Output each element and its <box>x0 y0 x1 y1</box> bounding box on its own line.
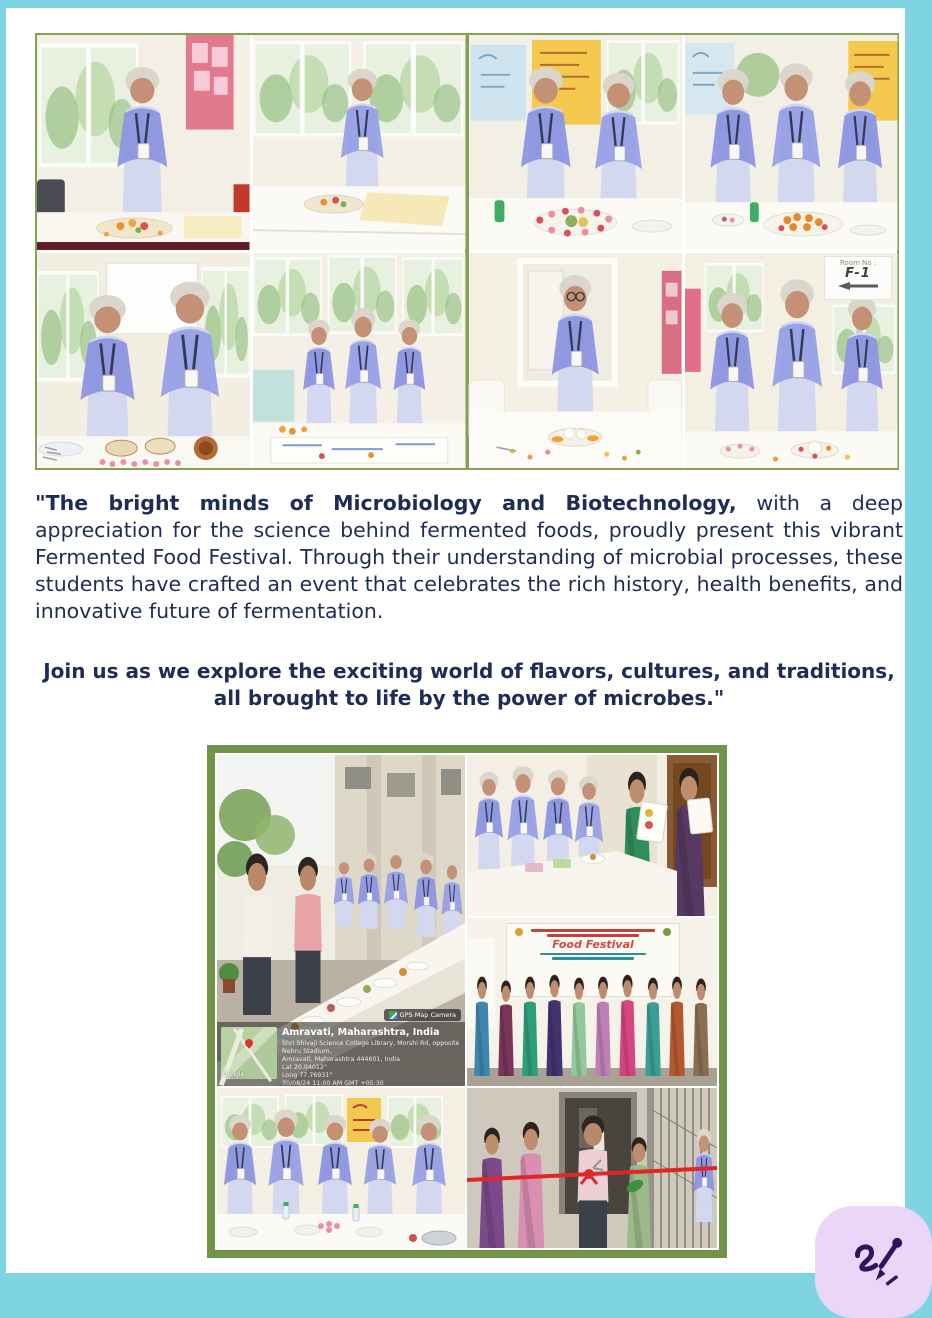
map-logo-icon <box>389 1011 397 1019</box>
document-sheet <box>6 8 905 1273</box>
gps-overlay <box>217 1011 465 1087</box>
gps-map-thumbnail <box>221 1027 277 1079</box>
photo-five-students-table <box>217 1088 465 1248</box>
room-sign-value: F-1 <box>845 266 871 281</box>
annotate-button[interactable] <box>815 1206 932 1318</box>
gps-address-line: Shri Shivaji Science College Library, Morshi Rd, opposite Nehru Stadium, <box>282 1040 460 1055</box>
top-collage-right <box>467 33 899 470</box>
gps-app-badge <box>384 1009 461 1021</box>
photo-student-yellow-cloth <box>253 35 466 250</box>
callout-paragraph: Join us as we explore the exciting world of flavors, cultures, and traditions, all brought to life by the power of microbes." <box>43 659 895 710</box>
photo-student-glasses-petal-plate <box>469 253 682 468</box>
intro-paragraph-body: with a deep appreciation for the science behind fermented foods, proudly present this vibrant Fermented Food Festival. Through their understanding of microbial processes, these students have crafted an event that celebrates the rich history, health benefits, and innovative future of fermentation. <box>35 491 903 623</box>
photo-two-students-flower-platter <box>469 35 682 250</box>
signature-pen-icon <box>849 1232 909 1288</box>
photo-single-student-table <box>37 35 250 250</box>
photo-three-students-banner-table <box>253 253 466 468</box>
room-sign <box>825 257 891 299</box>
photo-faculty-group-banner <box>467 918 717 1086</box>
google-watermark: Google <box>223 1071 245 1078</box>
top-collage-left <box>35 33 467 470</box>
intro-paragraph <box>35 490 903 625</box>
arrow-left-icon <box>838 282 878 290</box>
banner-title: Food Festival <box>552 937 634 951</box>
gps-lat: Lat 20.94012° <box>282 1064 328 1071</box>
room-sign-label: Room No : <box>839 259 877 267</box>
photo-ribbon-cutting <box>467 1088 717 1248</box>
photo-two-students-bowls <box>37 253 250 468</box>
photo-three-students-room-f1 <box>685 253 898 468</box>
intro-paragraph-lead: "The bright minds of Microbiology and Biotechnology, <box>35 491 737 515</box>
gps-location-title: Amravati, Maharashtra, India <box>282 1027 440 1038</box>
gps-timestamp: 30/08/24 11:00 AM GMT +05:30 <box>282 1080 384 1087</box>
photo-three-students-snack-platter <box>685 35 898 250</box>
gps-text-block <box>282 1027 461 1087</box>
bottom-photo-collage <box>207 745 727 1258</box>
gps-app-label: GPS Map Camera <box>399 1011 456 1019</box>
top-photo-collage <box>35 33 899 470</box>
photo-corridor-inspection <box>217 755 465 1086</box>
gps-address-line: Amravati, Maharashtra 444601, India <box>282 1056 400 1063</box>
gps-long: Long 77.76931° <box>282 1072 333 1079</box>
photo-judges-tasting <box>467 755 717 916</box>
